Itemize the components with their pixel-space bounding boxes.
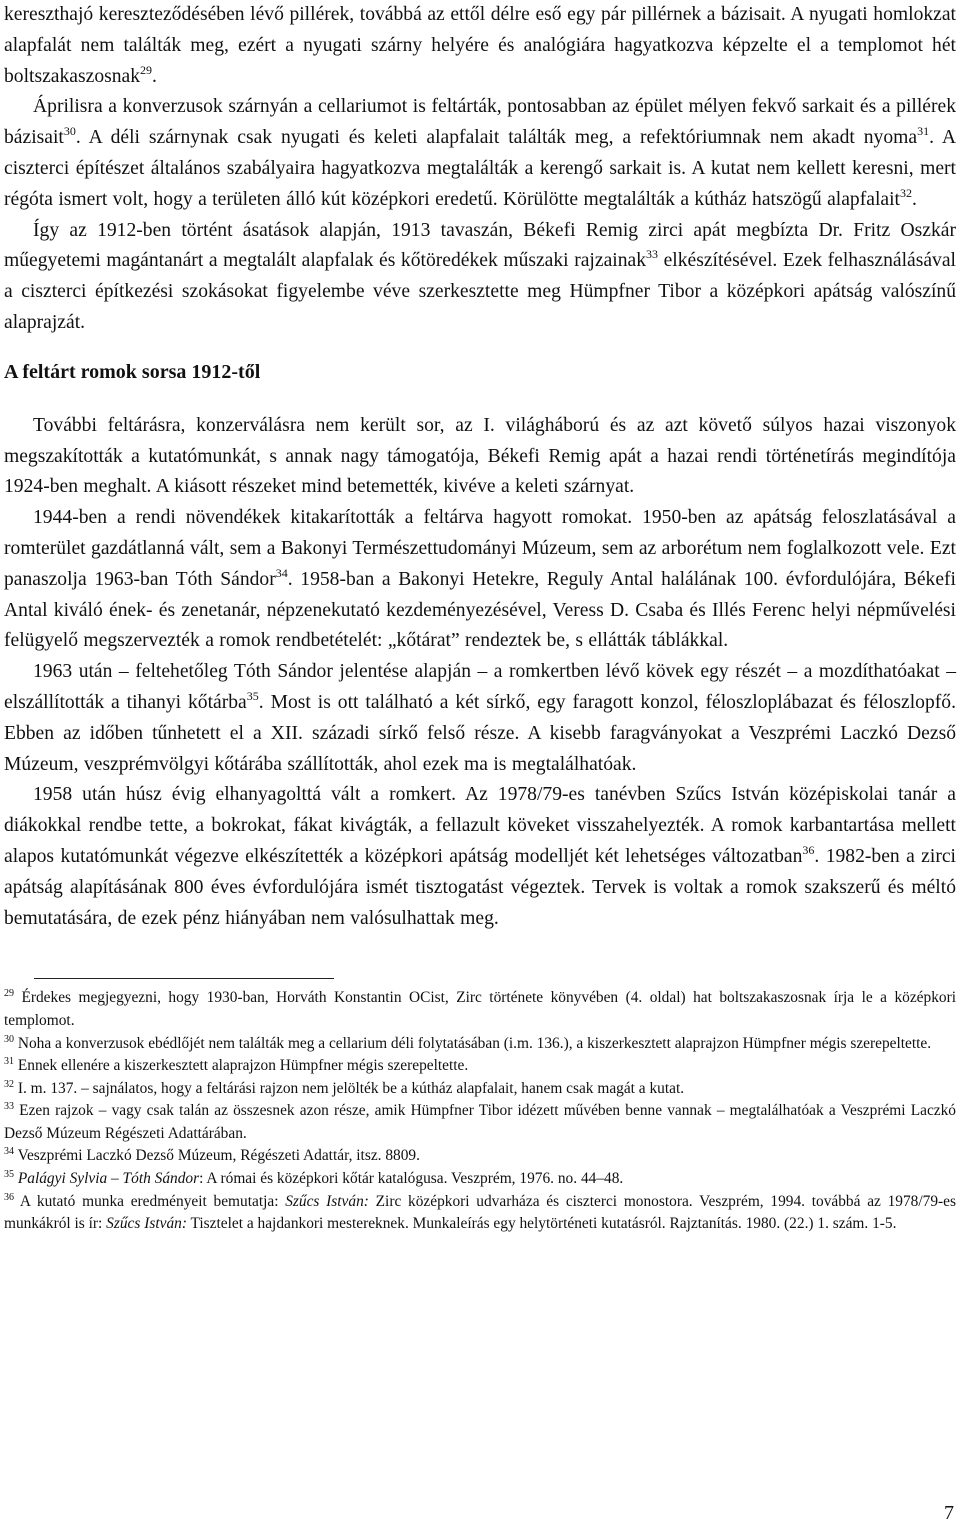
footnote-number: 30 — [4, 1033, 14, 1045]
footnote-number: 31 — [4, 1056, 14, 1068]
footnote-ref[interactable]: 33 — [646, 247, 658, 262]
paragraph-text: . Most is ott található a két sírkő, egy faragott konzol, féloszloplábazat és féloszlopfő. Ebben az időben tűnhetett el a XII. századi sírkő felső része. A kisebb faragványokat a Veszprémi Laczkó Dezső Múzeum, veszprémvölgyi kőtárába szállították, ahol ezek ma is megtalálhatóak. — [4, 691, 956, 775]
footnote-text: : A római és középkori kőtár katalógusa. Veszprém, 1976. no. 44–48. — [199, 1170, 624, 1188]
paragraph — [4, 657, 956, 780]
footnote-31 — [4, 1055, 956, 1078]
footnote-number: 36 — [4, 1191, 14, 1203]
paragraph-text: Áprilisra a konverzusok szárnyán a cellariumot is feltárták, pontosabban az épület mélyen fekvő sarkait és a pillérek bázisait — [4, 96, 956, 149]
footnote-text: Veszprémi Laczkó Dezső Múzeum, Régészeti Adattár, itsz. 8809. — [14, 1147, 420, 1165]
footnote-text: Zirc középkori udvarháza és ciszterci monostora. Veszprém, 1994. továbbá az 1978/79-es munkákról is ír: — [4, 1192, 956, 1233]
section-heading: A feltárt romok sorsa 1912-től — [4, 360, 261, 383]
footnote-author: Szűcs István: — [285, 1192, 369, 1210]
paragraph-text: 1963 után – feltehetőleg Tóth Sándor jelentése alapján – a romkertben lévő kövek egy részét – a mozdíthatóakat – elszállították a tihanyi kőtárba — [4, 661, 956, 713]
section-2 — [4, 411, 956, 935]
footnote-ref[interactable]: 34 — [275, 565, 288, 580]
footnote-author: Szűcs István: — [106, 1215, 187, 1233]
footnote-text: Tisztelet a hajdankori mestereknek. Munkaleírás egy helytörténeti kutatásról. Rajztanítás. 1980. (22.) 1. szám. 1-5. — [186, 1215, 897, 1233]
footnote-text: Ezen rajzok – vagy csak talán az összesnek azon része, amik Hümpfner Tibor idézett művében benne vannak – megtalálhatóak a Veszprémi Laczkó Dezső Múzeum Régészeti Adattárában. — [4, 1102, 956, 1142]
paragraph-text: . A déli szárnynak csak nyugati és keleti alapfalait találták meg, a refektóriumnak nem akadt nyoma — [75, 127, 918, 149]
footnote-number: 32 — [4, 1078, 14, 1090]
footnote-text: Ennek ellenére a kiszerkesztett alaprajzon Hümpfner mégis szerepeltette. — [14, 1057, 469, 1075]
paragraph-text: 1958 után húsz évig elhanyagolttá vált a romkert. Az 1978/79-es tanévben Szűcs István középiskolai tanár a diákokkal rendbe tette, a bokrokat, fákat kivágták, a fellazult köveket visszahelyezték. A romok karbantartása mellett alapos kutatómunkát végezve elkészítették a középkori apátság modelljét két lehetséges változatban — [4, 784, 956, 867]
footnote-text: Érdekes megjegyezni, hogy 1930-ban, Horváth Konstantin OCist, Zirc története könyvében (4. oldal) hat boltszakaszosnak írja le a középkori templomot. — [4, 989, 956, 1029]
footnote-32 — [4, 1078, 956, 1101]
paragraph-text: . 1958-ban a Bakonyi Hetekre, Reguly Antal halálának 100. évfordulójára, Békefi Antal kiváló ének- és zenetanár, népzenekutató kezdeményezésével, Veress D. Csaba és Illés Ferenc helyi népművelési felügyelő megszervezték a romok rendbetételét: „kőtárat” rendeztek be, s ellátták táblákkal. — [4, 568, 956, 652]
page-number: 7 — [944, 1502, 954, 1524]
footnote-separator — [34, 978, 334, 979]
paragraph — [4, 503, 956, 657]
paragraph-text: . A ciszterci építészet általános szabályaira hagyatkozva megtalálták a kerengő sarkait is. A kutat nem kellett keresni, mert régóta ismert volt, hogy a területen álló kút középkori eredetű. Körülötte megtalálták a kútház hatszögű alapfalait — [4, 127, 956, 210]
footnote-text: Noha a konverzusok ebédlőjét nem találták meg a cellarium déli folytatásában (i.m. 136.), a kiszerkesztett alaprajzon Hümpfner mégis szerepeltette. — [14, 1034, 932, 1052]
footnote-number: 34 — [4, 1146, 14, 1158]
paragraph — [4, 216, 956, 339]
paragraph-text: . 1982-ben a zirci apátság alapításának 800 éves évfordulójára ismét tisztogatást végeztek. Tervek is voltak a romok szakszerű és méltó bemutatására, de ezek pénz hiányában nem valósulhattak meg. — [4, 845, 956, 929]
footnote-ref[interactable]: 32 — [899, 185, 912, 200]
paragraph-text: kereszthajó kereszteződésében lévő pillérek, továbbá az ettől délre eső egy pár pillérnek a bázisait. A nyugati homlokzat alapfalát nem találták meg, ezért a nyugati szárny helyére és analógiára hagyatkozva képzelte el a templomot hét boltszakaszosnak — [4, 4, 956, 87]
footnote-ref[interactable]: 31 — [917, 124, 930, 139]
footnote-29 — [4, 987, 956, 1032]
footnote-30 — [4, 1033, 956, 1056]
footnote-number: 35 — [4, 1169, 14, 1181]
footnote-number: 33 — [4, 1101, 14, 1113]
section-1 — [4, 0, 956, 339]
footnote-33 — [4, 1100, 956, 1145]
paragraph: További feltárásra, konzerválásra nem került sor, az I. világháború és az azt követő súlyos hazai viszonyok megszakították a kutatómunkát, s annak nagy támogatója, Békefi Remig apát a hazai rendi történetírás megindítója 1924-ben meghalt. A kiásott részeket mind betemették, kivéve a keleti szárnyat. — [4, 414, 956, 498]
footnote-ref[interactable]: 29 — [140, 62, 153, 77]
footnote-text: I. m. 137. – sajnálatos, hogy a feltárási rajzon nem jelölték be a kútház alapfalait, hanem csak magát a kutat. — [14, 1079, 685, 1097]
footnote-author: Palágyi Sylvia – Tóth Sándor — [14, 1170, 200, 1188]
footnote-35 — [4, 1168, 956, 1191]
footnote-36 — [4, 1191, 956, 1236]
paragraph-text: 1944-ben a rendi növendékek kitakarították a feltárva hagyott romokat. 1950-ben az apátság feloszlatásával a romterület gazdátlanná vált, sem a Bakonyi Természettudományi Múzeum, sem az arborétum nem foglalkozott vele. Ezt panaszolja 1963-ban Tóth Sándor — [4, 507, 956, 590]
footnote-34 — [4, 1145, 956, 1168]
paragraph — [4, 780, 956, 934]
paragraph-text: Így az 1912-ben történt ásatások alapján, 1913 tavaszán, Békefi Remig zirci apát megbízta Dr. Fritz Oszkár műegyetemi magántanárt a megtalált alapfalak és kőtöredékek műszaki rajzainak — [4, 219, 956, 272]
footnote-text: A kutató munka eredményeit bemutatja: — [14, 1192, 286, 1210]
document-page — [4, 0, 956, 1236]
footnote-ref[interactable]: 30 — [63, 124, 76, 139]
footnote-ref[interactable]: 35 — [246, 688, 259, 703]
paragraph: kereszthajó kereszteződésében lévő pillérek, továbbá az ettől délre eső egy pár pillérnek a bázisait. A nyugati homlokzat alapfalát nem találták meg, ezért a nyugati szárny helyére és analógiára hagyatkozva képzelte el a templomot hét boltszakaszosnak$^{29}$. — [4, 4, 956, 87]
paragraph: Áprilisra a konverzusok szárnyán a cellariumot is feltárták, pontosabban az épület mélyen fekvő sarkait és a pillérek bázisait$^{30}$. A déli szárnynak csak nyugati és keleti alapfalait találták meg, a refektóriumnak nem akadt nyoma$^{31}$. A ciszterci építészet általános szabályaira hagyatkozva megtalálták a kerengő sarkait is. A kutat nem kellett keresni, mert régóta ismert volt, hogy a területen álló kút középkori eredetű. Körülötte megtalálták a kútház hatszögű alapfalait$^{32}$. — [4, 96, 956, 210]
footnote-ref[interactable]: 36 — [802, 842, 815, 857]
footnote-number: 29 — [4, 988, 14, 1000]
footnotes — [4, 987, 956, 1236]
paragraph-text: elkészítésével. Ezek felhasználásával a ciszterci építkezési szokásokat figyelembe véve szerkesztette meg Hümpfner Tibor a középkori apátság valószínű alaprajzát. — [4, 250, 956, 333]
